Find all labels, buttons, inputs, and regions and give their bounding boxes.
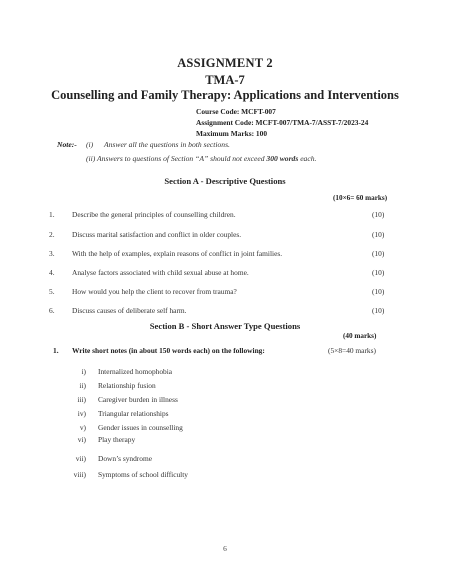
question-text: With the help of examples, explain reasons of conflict in joint families. [72,249,283,258]
note-line-2-prefix: (ii) [86,154,96,163]
section-b-question-number: 1. [53,346,59,355]
list-item: Symptoms of school difficulty [98,470,188,479]
list-item: Relationship fusion [98,381,156,390]
question-marks: (10) [372,230,385,239]
question-number: 5. [49,287,55,296]
question-marks: (10) [372,287,385,296]
section-b-question-marks: (5×8=40 marks) [328,346,376,355]
question-number: 6. [49,306,55,315]
list-item-number: i) [81,367,86,376]
question-text: Discuss causes of deliberate self harm. [72,306,187,315]
list-item: Gender issues in counselling [98,423,183,432]
note-word-limit: 300 words [266,154,299,163]
question-text: Analyse factors associated with child sexual abuse at home. [72,268,249,277]
note-line-2 [86,154,316,163]
note-line-2-end: each. [300,154,317,163]
note-line-1: Answer all the questions in both sections. [104,140,230,149]
list-item-number: iv) [77,409,86,418]
course-code: Course Code: MCFT-007 [196,107,276,116]
question-text: Discuss marital satisfaction and conflict in older couples. [72,230,242,239]
note-line-2-text: Answers to questions of Section “A” should not exceed [97,154,265,163]
course-title: Counselling and Family Therapy: Applications and Interventions [51,88,399,102]
assignment-heading: ASSIGNMENT 2 [177,56,273,70]
max-marks: Maximum Marks: 100 [196,129,268,138]
question-text: How would you help the client to recover from trauma? [72,287,237,296]
list-item-number: ii) [79,381,86,390]
page-number: 6 [223,544,227,553]
section-b-question-text: Write short notes (in about 150 words each) on the following: [72,346,265,355]
question-number: 4. [49,268,55,277]
list-item: Triangular relationships [98,409,169,418]
list-item: Internalized homophobia [98,367,173,376]
section-b-marks: (40 marks) [343,332,377,340]
question-number: 3. [49,249,55,258]
question-marks: (10) [372,268,385,277]
note-line-1-prefix: (i) [86,140,94,149]
list-item-number: viii) [73,470,86,479]
question-number: 2. [49,230,55,239]
list-item: Play therapy [98,435,136,444]
section-b-title: Section B - Short Answer Type Questions [149,321,301,331]
list-item-number: vii) [75,454,86,463]
question-text: Describe the general principles of counselling children. [72,210,236,219]
question-marks: (10) [372,306,385,315]
list-item: Caregiver burden in illness [98,395,178,404]
note-label: Note:- [57,140,77,149]
question-marks: (10) [372,249,385,258]
list-item-number: vi) [77,435,86,444]
section-a-title: Section A - Descriptive Questions [164,176,286,186]
assignment-code: Assignment Code: MCFT-007/TMA-7/ASST-7/2023-24 [196,118,369,127]
question-marks: (10) [372,210,385,219]
list-item: Down’s syndrome [98,454,152,463]
list-item-number: iii) [77,395,86,404]
tma-heading: TMA-7 [205,73,245,87]
list-item-number: v) [79,423,86,432]
question-number: 1. [49,210,55,219]
section-a-marks: (10×6= 60 marks) [333,194,388,202]
